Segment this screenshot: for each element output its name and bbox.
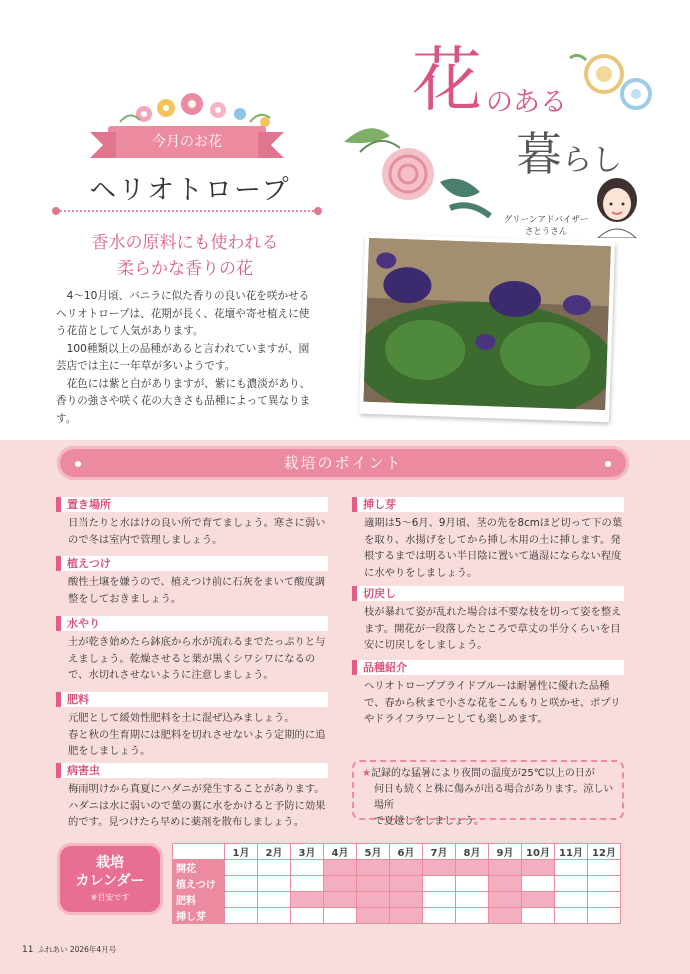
calendar-cell <box>324 860 357 876</box>
calendar-row-label: 開花 <box>173 860 225 876</box>
calendar-month-header: 5月 <box>357 844 390 860</box>
section-title: 切戻し <box>352 586 624 601</box>
calendar-cell <box>423 908 456 924</box>
calendar-month-header: 7月 <box>423 844 456 860</box>
title-hana: 花 <box>412 39 482 121</box>
section-body: 適期は5〜6月、9月頃、茎の先を8cmほど切って下の葉を取り、水揚げをしてから挿し木用の土に挿します。発根するまでは明るい半日陰に置いて過湿にならない程度に水やりをしましょう。 <box>364 517 623 579</box>
calendar-row-label: 肥料 <box>173 892 225 908</box>
heliotrope-photo <box>359 234 615 423</box>
calendar-cell <box>423 876 456 892</box>
calendar-cell <box>357 908 390 924</box>
intro-text <box>56 288 318 428</box>
section-title: 病害虫 <box>56 763 328 778</box>
calendar-cell <box>588 908 621 924</box>
calendar-month-header: 10月 <box>522 844 555 860</box>
page-number: 11 <box>22 945 34 955</box>
calendar-month-header: 6月 <box>390 844 423 860</box>
calendar-cell <box>522 876 555 892</box>
star-icon: ★ <box>362 768 371 779</box>
calendar-badge <box>57 843 163 915</box>
calendar-badge-line1: 栽培 <box>96 855 124 871</box>
calendar-cell <box>357 876 390 892</box>
advisor-caption <box>500 214 592 238</box>
section-okibasho <box>56 497 328 548</box>
section-title: 挿し芽 <box>352 497 624 512</box>
subtitle <box>40 230 330 282</box>
calendar-cell <box>423 860 456 876</box>
subtitle-line2: 柔らかな香りの花 <box>117 259 253 279</box>
calendar-row <box>173 876 621 892</box>
section-hinshu <box>352 660 624 728</box>
calendar-month-header: 1月 <box>225 844 258 860</box>
calendar-row <box>173 892 621 908</box>
section-body: 酸性土壌を嫌うので、植えつけ前に石灰をまいて酸度調整をしておきましょう。 <box>68 576 326 605</box>
calendar-cell <box>522 908 555 924</box>
calendar-cell <box>291 908 324 924</box>
calendar-cell <box>324 908 357 924</box>
calendar-cell <box>588 892 621 908</box>
section-title: 植えつけ <box>56 556 328 571</box>
calendar-month-header: 4月 <box>324 844 357 860</box>
section-body-line: 春と秋の生育期には肥料を切れさせないよう定期的に追肥をしましょう。 <box>68 728 326 757</box>
section-body: ヘリオトロープブライドブルーは耐暑性に優れた品種で、春から秋まで小さな花をこんもりと咲かせ、ポプリやドライフラワーとしても楽しめます。 <box>364 680 621 725</box>
calendar-row <box>173 860 621 876</box>
section-byogaichu <box>56 763 328 831</box>
ribbon-month-flower: 今月のお花 <box>108 126 266 158</box>
intro-paragraph: 4〜10月頃、バニラに似た香りの良い花を咲かせるヘリオトロープは、花期が長く、花壇や寄せ植えに使う花苗として人気があります。 <box>56 290 310 337</box>
section-sashime <box>352 497 624 581</box>
section-hiryo <box>56 692 328 760</box>
calendar-cell <box>225 892 258 908</box>
calendar-cell <box>555 860 588 876</box>
calendar-cell <box>489 876 522 892</box>
advisor-role: グリーンアドバイザー <box>503 215 589 225</box>
calendar-cell <box>357 892 390 908</box>
calendar-cell <box>522 892 555 908</box>
calendar-badge-line2: カレンダー <box>75 873 145 889</box>
calendar-cell <box>291 892 324 908</box>
advisor-avatar <box>590 172 644 238</box>
calendar-month-header: 3月 <box>291 844 324 860</box>
calendar-month-header: 11月 <box>555 844 588 860</box>
flower-decoration-icon <box>560 48 660 118</box>
section-body: 土が乾き始めたら鉢底から水が流れるまでたっぷりと与えましょう。乾燥させると葉が黒くシワシワになるので、水切れさせないように注意しましょう。 <box>68 636 326 681</box>
calendar-cell <box>225 860 258 876</box>
plant-name: ヘリオトロープ <box>89 175 291 206</box>
calendar-cell <box>456 908 489 924</box>
intro-paragraph: 花色には紫と白がありますが、紫にも濃淡があり、香りの強さや咲く花の大きさも品種によって異なります。 <box>56 377 311 425</box>
calendar-row-label: 植えつけ <box>173 876 225 892</box>
calendar-cell <box>456 876 489 892</box>
calendar-cell <box>225 876 258 892</box>
calendar-row-label: 挿し芽 <box>173 908 225 924</box>
calendar-cell <box>258 876 291 892</box>
calendar-cell <box>225 908 258 924</box>
calendar-cell <box>324 876 357 892</box>
calendar-month-header: 8月 <box>456 844 489 860</box>
calendar-cell <box>291 876 324 892</box>
section-kirimodoshi <box>352 586 624 654</box>
calendar-cell <box>555 908 588 924</box>
calendar-cell <box>423 892 456 908</box>
advisor-name: さとうさん <box>524 227 568 237</box>
calendar-cell <box>258 892 291 908</box>
calendar-cell <box>555 892 588 908</box>
section-title: 置き場所 <box>56 497 328 512</box>
calendar-row <box>173 908 621 924</box>
calendar-cell <box>588 860 621 876</box>
calendar-cell <box>258 860 291 876</box>
section-body-line: 元肥として緩効性肥料を土に混ぜ込みましょう。 <box>68 712 295 724</box>
note-line3: で夏越しをしましょう。 <box>374 816 484 827</box>
subtitle-line1: 香水の原料にも使われる <box>91 233 279 253</box>
calendar-cell <box>489 892 522 908</box>
calendar-cell <box>390 860 423 876</box>
calendar-month-header: 9月 <box>489 844 522 860</box>
calendar-cell <box>456 860 489 876</box>
calendar-month-header: 12月 <box>588 844 621 860</box>
flower-decoration-icon <box>110 92 280 128</box>
section-body: 枝が暴れて姿が乱れた場合は不要な枝を切って姿を整えます。開花が一段落したところで草丈の半分くらいを目安に切戻しをしましょう。 <box>364 606 622 651</box>
points-banner: 栽培のポイント <box>57 446 629 480</box>
calendar-cell <box>489 908 522 924</box>
calendar-cell <box>390 908 423 924</box>
calendar-cell <box>291 860 324 876</box>
calendar-cell <box>555 876 588 892</box>
section-body: 梅雨明けから真夏にハダニが発生することがあります。ハダニは水に弱いので葉の裏に水をかけると予防に効果的です。見つけたら早めに薬剤を散布しましょう。 <box>68 783 326 828</box>
calendar-badge-note: ※目安です <box>90 893 130 902</box>
title-shi: らし <box>562 143 622 178</box>
calendar-cell <box>522 860 555 876</box>
calendar-cell <box>456 892 489 908</box>
note-line2: 何日も続くと株に傷みが出る場合があります。涼しい場所 <box>374 784 614 811</box>
calendar-cell <box>489 860 522 876</box>
section-title: 肥料 <box>56 692 328 707</box>
calendar-cell <box>588 876 621 892</box>
section-body: 日当たりと水はけの良い所で育てましょう。寒さに弱いので冬は室内で管理しましょう。 <box>68 517 326 546</box>
section-body <box>56 707 328 760</box>
summer-note <box>352 760 624 827</box>
title-kura: 暮 <box>516 127 562 181</box>
calendar-month-header: 2月 <box>258 844 291 860</box>
rose-leaf-decoration-icon <box>340 112 510 232</box>
note-line1: 記録的な猛暑により夜間の温度が25℃以上の日が <box>370 768 595 779</box>
calendar-cell <box>324 892 357 908</box>
calendar-cell <box>390 892 423 908</box>
section-uetsuke <box>56 556 328 607</box>
cultivation-calendar <box>172 843 621 924</box>
calendar-cell <box>258 908 291 924</box>
section-title: 品種紹介 <box>352 660 624 675</box>
section-mizuyari <box>56 616 328 684</box>
calendar-cell <box>390 876 423 892</box>
footer-text: ふれあい 2026年4月号 <box>37 945 117 954</box>
section-title: 水やり <box>56 616 328 631</box>
calendar-cell <box>357 860 390 876</box>
intro-paragraph: 100種類以上の品種があると言われていますが、園芸店では主に一年草が多いようです。 <box>56 342 310 372</box>
dotted-divider <box>56 210 318 212</box>
heliotrope-image <box>363 238 611 410</box>
title-noaru: のある <box>486 87 567 118</box>
calendar-corner <box>173 844 225 860</box>
page-footer <box>22 944 116 955</box>
